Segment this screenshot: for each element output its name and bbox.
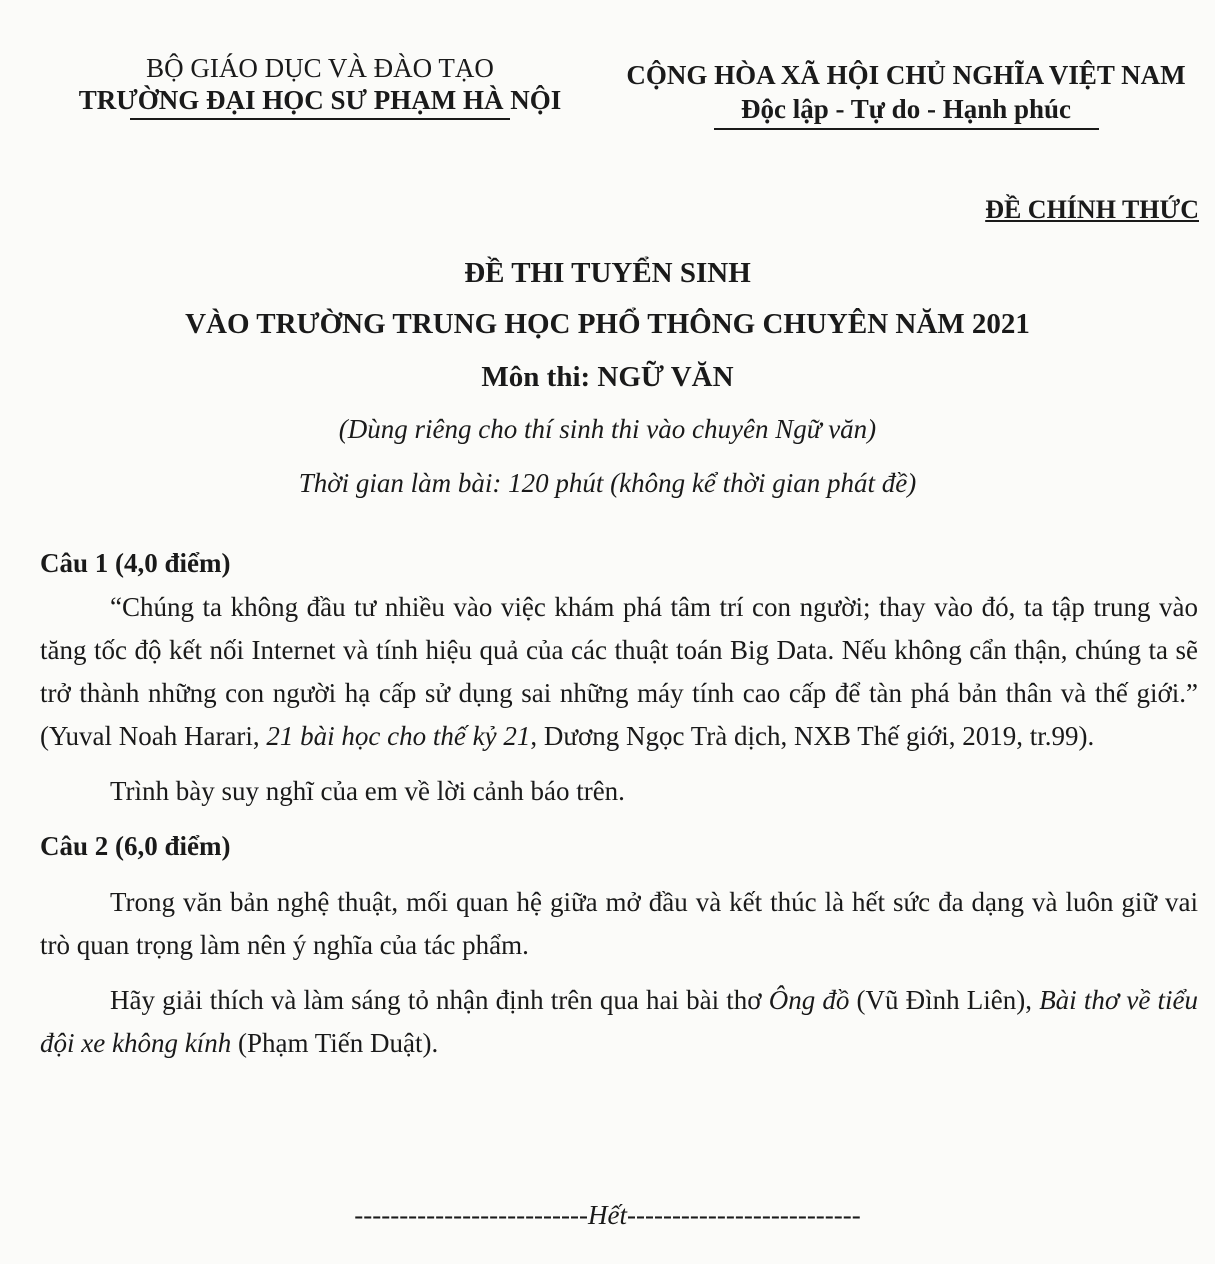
exam-duration: Thời gian làm bài: 120 phút (không kể thời gian phát đề) bbox=[298, 468, 917, 498]
question-1-heading: Câu 1 (4,0 điểm) bbox=[40, 548, 231, 578]
national-motto: Độc lập - Tự do - Hạnh phúc bbox=[740, 94, 1072, 124]
task-intro: Hãy giải thích và làm sáng tỏ nhận định trên qua hai bài thơ bbox=[110, 985, 769, 1015]
exam-title-school: VÀO TRƯỜNG TRUNG HỌC PHỔ THÔNG CHUYÊN NĂM 2021 bbox=[185, 308, 1030, 340]
question-2-statement: Trong văn bản nghệ thuật, mối quan hệ giữa mở đầu và kết thúc là hết sức đa dạng và luôn giữ vai trò quan trọng làm nên ý nghĩa của tác phẩm. bbox=[40, 887, 1198, 960]
issuer-header bbox=[40, 52, 600, 120]
book-title: 21 bài học cho thế kỷ 21 bbox=[266, 721, 531, 751]
exam-subject: Môn thi: NGỮ VĂN bbox=[481, 361, 734, 393]
exam-title: ĐỀ THI TUYỂN SINH bbox=[464, 257, 751, 289]
exam-body bbox=[40, 540, 1198, 1065]
quote-text: “Chúng ta không đầu tư nhiều vào việc khám phá tâm trí con người; thay vào đó, ta tập trung vào tăng tốc độ kết nối Internet và tính hiệu quả của các thuật toán Big Data. Nếu không cẩn thận, chúng ta sẽ trở thành những con người hạ cấp sử dụng sai những máy tính cao cấp để tàn phá bản thân và thế giới.” (Yuval Noah Harari, bbox=[40, 592, 1198, 751]
poem-1-title: Ông đồ bbox=[768, 985, 850, 1015]
republic-name: CỘNG HÒA XÃ HỘI CHỦ NGHĨA VIỆT NAM bbox=[626, 60, 1186, 90]
question-2-task bbox=[40, 979, 1198, 1065]
question-2-heading: Câu 2 (6,0 điểm) bbox=[40, 831, 231, 861]
national-header bbox=[600, 58, 1212, 130]
poem-2-author: (Phạm Tiến Duật). bbox=[231, 1028, 439, 1058]
question-1-quote bbox=[40, 586, 1198, 758]
end-mark: --------------------------Hết-------------------------- bbox=[354, 1200, 861, 1230]
official-label: ĐỀ CHÍNH THỨC bbox=[985, 195, 1199, 224]
ministry-name: BỘ GIÁO DỤC VÀ ĐÀO TẠO bbox=[146, 53, 494, 83]
exam-titles bbox=[0, 250, 1215, 510]
issuer-underline bbox=[130, 118, 510, 120]
exam-note: (Dùng riêng cho thí sinh thi vào chuyên Ngữ văn) bbox=[338, 414, 877, 444]
motto-underline bbox=[714, 128, 1099, 130]
question-1-task: Trình bày suy nghĩ của em về lời cảnh báo trên. bbox=[110, 776, 625, 806]
university-name: TRƯỜNG ĐẠI HỌC SƯ PHẠM HÀ NỘI bbox=[78, 85, 562, 115]
poem-2-title: Bài thơ về tiểu đội xe không kính bbox=[40, 985, 1198, 1058]
poem-1-author: (Vũ Đình Liên), bbox=[849, 985, 1040, 1015]
quote-source: , Dương Ngọc Trà dịch, NXB Thế giới, 2019, tr.99). bbox=[530, 721, 1095, 751]
